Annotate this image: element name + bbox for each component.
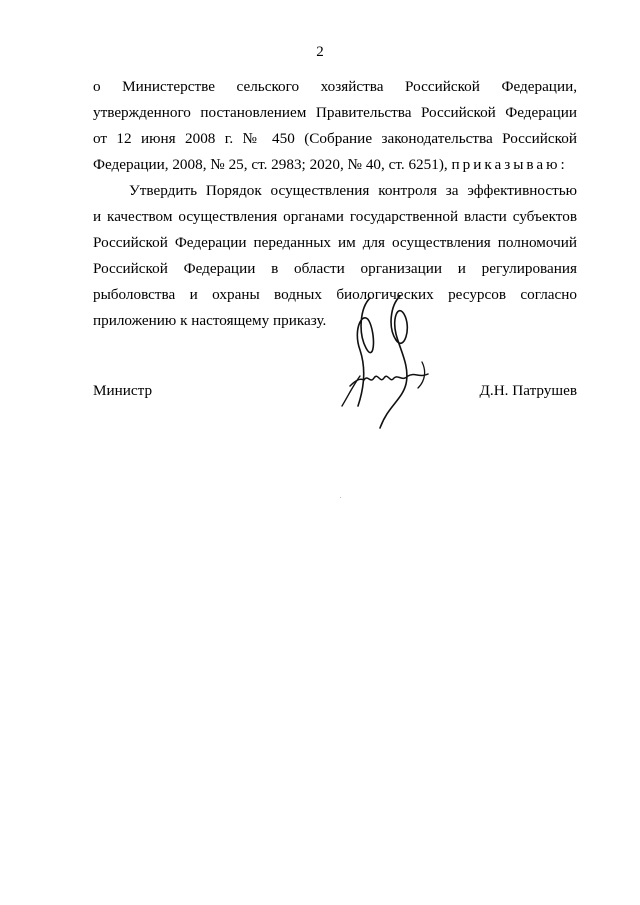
text-line-6: и качеством осуществления органами государственной власти субъектов bbox=[93, 208, 577, 225]
page-number: 2 bbox=[316, 44, 324, 60]
text-line-3: от 12 июня 2008 г. № 450 (Собрание законодательства Российской bbox=[93, 130, 577, 147]
signer-title: Министр bbox=[93, 382, 153, 399]
text-line-4 bbox=[93, 152, 577, 178]
text-line-5: Утвердить Порядок осуществления контроля за эффективностью bbox=[129, 182, 577, 199]
text-line-7: Российской Федерации переданных им для осуществления полномочий bbox=[93, 234, 577, 251]
order-word: приказываю: bbox=[451, 156, 568, 173]
handwritten-signature bbox=[330, 288, 440, 440]
text-line-10: приложению к настоящему приказу. bbox=[93, 312, 327, 329]
text-line-4-main: Федерации, 2008, № 25, ст. 2983; 2020, № 40, ст. 6251), bbox=[93, 156, 448, 173]
text-line-8: Российской Федерации в области организации и регулирования bbox=[93, 260, 577, 277]
signer-name: Д.Н. Патрушев bbox=[479, 382, 577, 399]
scan-artifact bbox=[340, 497, 341, 498]
text-line-1: о Министерстве сельского хозяйства Российской Федерации, bbox=[93, 78, 577, 95]
text-line-2: утвержденного постановлением Правительства Российской Федерации bbox=[93, 104, 577, 121]
text-line-9: рыболовства и охраны водных биологических ресурсов согласно bbox=[93, 286, 577, 303]
